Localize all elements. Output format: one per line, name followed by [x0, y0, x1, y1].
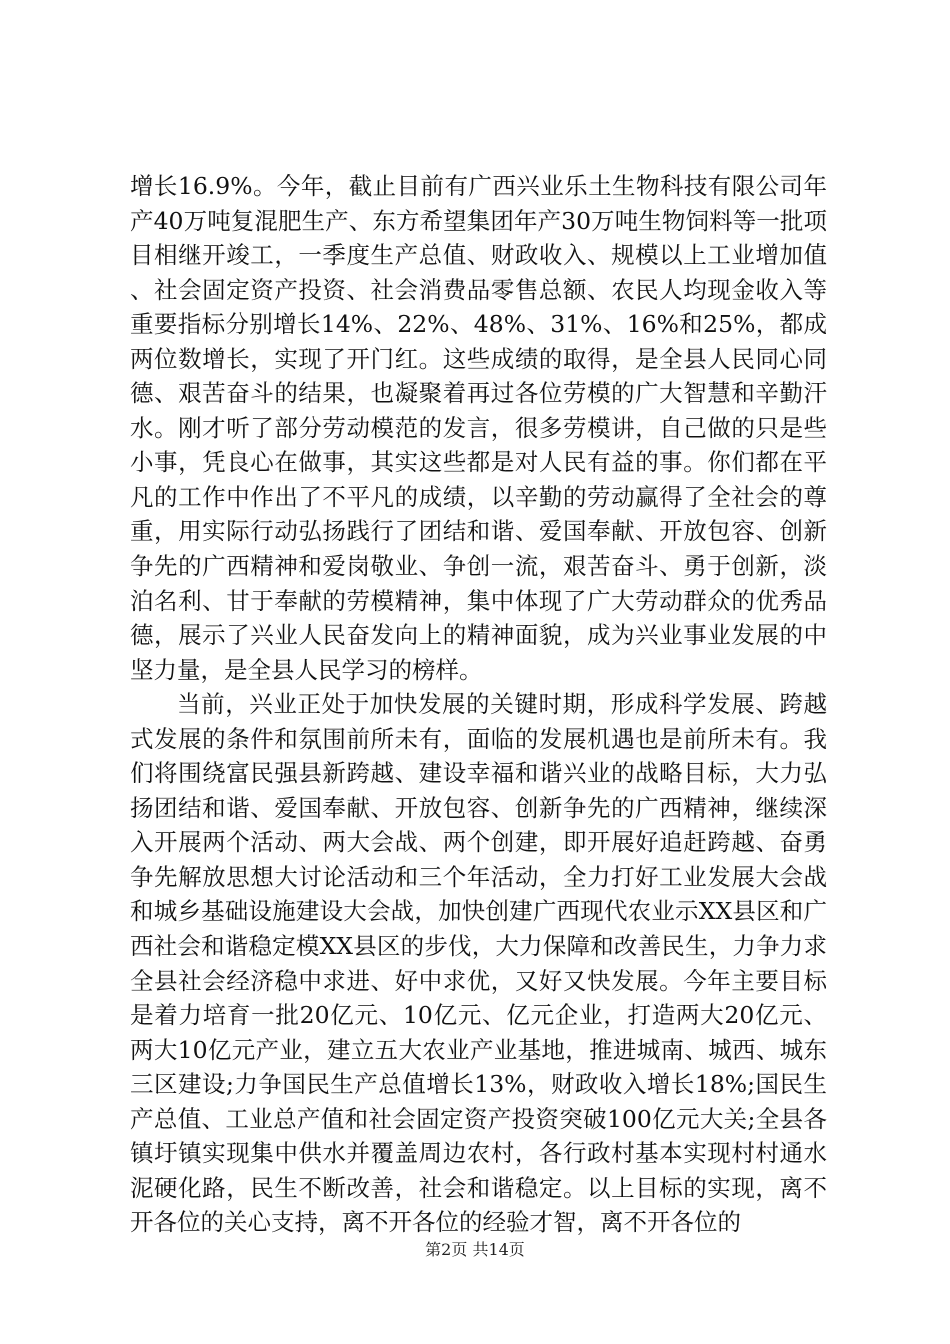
document-body — [130, 169, 827, 1240]
paragraph-2: 当前，兴业正处于加快发展的关键时期，形成科学发展、跨越式发展的条件和氛围前所未有，面临的发展机遇也是前所未有。我们将围绕富民强县新跨越、建设幸福和谐兴业的战略目标，大力弘扬团结和谐、爱国奉献、开放包容、创新争先的广西精神，继续深入开展两个活动、两大会战、两个创建，即开展好追赶跨越、奋勇争先解放思想大讨论活动和三个年活动，全力打好工业发展大会战和城乡基础设施建设大会战，加快创建广西现代农业示XX县区和广西社会和谐稳定模XX县区的步伐，大力保障和改善民生，力争力求全县社会经济稳中求进、好中求优，又好又快发展。今年主要目标是着力培育一批20亿元、10亿元、亿元企业，打造两大20亿元、两大10亿元产业，建立五大农业产业基地，推进城南、城西、城东三区建设;力争国民生产总值增长13%，财政收入增长18%;国民生产总值、工业总产值和社会固定资产投资突破100亿元大关;全县各镇圩镇实现集中供水并覆盖周边农村，各行政村基本实现村村通水泥硬化路，民生不断改善，社会和谐稳定。以上目标的实现，离不开各位的关心支持，离不开各位的经验才智，离不开各位的 — [130, 690, 827, 1237]
paragraph-1: 增长16.9%。今年，截止目前有广西兴业乐土生物科技有限公司年产40万吨复混肥生产、东方希望集团年产30万吨生物饲料等一批项目相继开竣工，一季度生产总值、财政收入、规模以上工业增加值、社会固定资产投资、社会消费品零售总额、农民人均现金收入等重要指标分别增长14%、22%、48%、31%、16%和25%，都成两位数增长，实现了开门红。这些成绩的取得，是全县人民同心同德、艰苦奋斗的结果，也凝聚着再过各位劳模的广大智慧和辛勤汗水。刚才听了部分劳动模范的发言，很多劳模讲，自己做的只是些小事，凭良心在做事，其实这些都是对人民有益的事。你们都在平凡的工作中作出了不平凡的成绩，以辛勤的劳动赢得了全社会的尊重，用实际行动弘扬践行了团结和谐、爱国奉献、开放包容、创新争先的广西精神和爱岗敬业、争创一流，艰苦奋斗、勇于创新，淡泊名利、甘于奉献的劳模精神，集中体现了广大劳动群众的优秀品德，展示了兴业人民奋发向上的精神面貌，成为兴业事业发展的中坚力量，是全县人民学习的榜样。 — [130, 172, 827, 684]
page-footer: 第2页 共14页 — [425, 1240, 525, 1259]
